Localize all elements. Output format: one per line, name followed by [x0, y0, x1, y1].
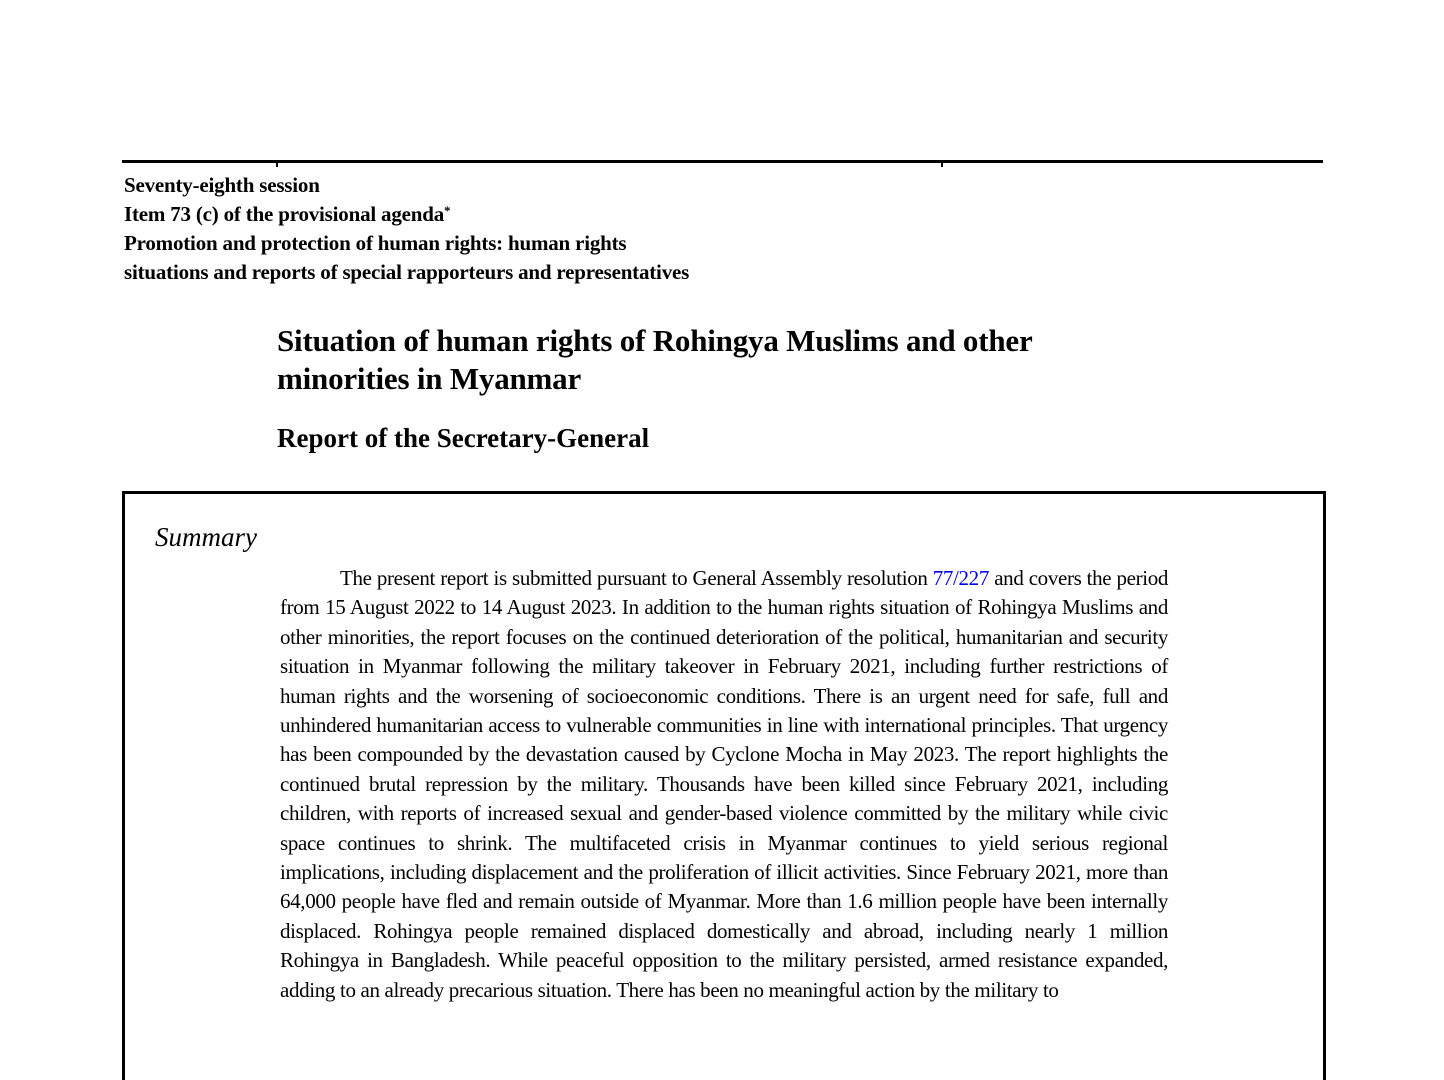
- resolution-link[interactable]: 77/227: [932, 566, 989, 590]
- summary-box: [122, 491, 1326, 1080]
- summary-heading: Summary: [155, 522, 257, 552]
- agenda-title-line-2: situations and reports of special rapporteurs and representatives: [124, 260, 690, 284]
- summary-text-lead: The present report is submitted pursuant to General Assembly resolution: [340, 566, 933, 590]
- agenda-title-line-1: Promotion and protection of human rights: human rights: [124, 231, 627, 255]
- footnote-marker: *: [444, 203, 451, 218]
- document-subtitle: Report of the Secretary-General: [277, 423, 650, 453]
- header-rule-tick: [276, 163, 278, 167]
- header-rule-tick: [941, 163, 943, 167]
- agenda-item-text: Item 73 (c) of the provisional agenda: [124, 202, 445, 226]
- header-rule: [122, 160, 1323, 163]
- agenda-header: [124, 171, 884, 287]
- session-label: Seventy-eighth session: [124, 173, 320, 197]
- document-title-line-2: minorities in Myanmar: [277, 361, 582, 396]
- document-title: [277, 322, 1157, 398]
- summary-text-body: and covers the period from 15 August 2022 to 14 August 2023. In addition to the human rights situation of Rohingya Muslims and other minorities, the report focuses on the continued deterioration of the political, humanitarian and security situation in Myanmar following the military takeover in February 2021, including further restrictions of human rights and the worsening of socioeconomic conditions. There is an urgent need for safe, full and unhindered humanitarian access to vulnerable communities in line with international principles. That urgency has been compounded by the devastation caused by Cyclone Mocha in May 2023. The report highlights the continued brutal repression by the military. Thousands have been killed since February 2021, including children, with reports of increased sexual and gender-based violence committed by the military while civic space continues to shrink. The multifaceted crisis in Myanmar continues to yield serious regional implications, including displacement and the proliferation of illicit activities. Since February 2021, more than 64,000 people have fled and remain outside of Myanmar. More than 1.6 million people have been internally displaced. Rohingya people remained displaced domestically and abroad, including nearly 1 million Rohingya in Bangladesh. While peaceful opposition to the military persisted, armed resistance expanded, adding to an already precarious situation. There has been no meaningful action by the military to: [280, 566, 1169, 1002]
- agenda-item-label: [124, 200, 884, 229]
- summary-paragraph: [280, 564, 1168, 1005]
- document-title-line-1: Situation of human rights of Rohingya Muslims and other: [277, 323, 1033, 358]
